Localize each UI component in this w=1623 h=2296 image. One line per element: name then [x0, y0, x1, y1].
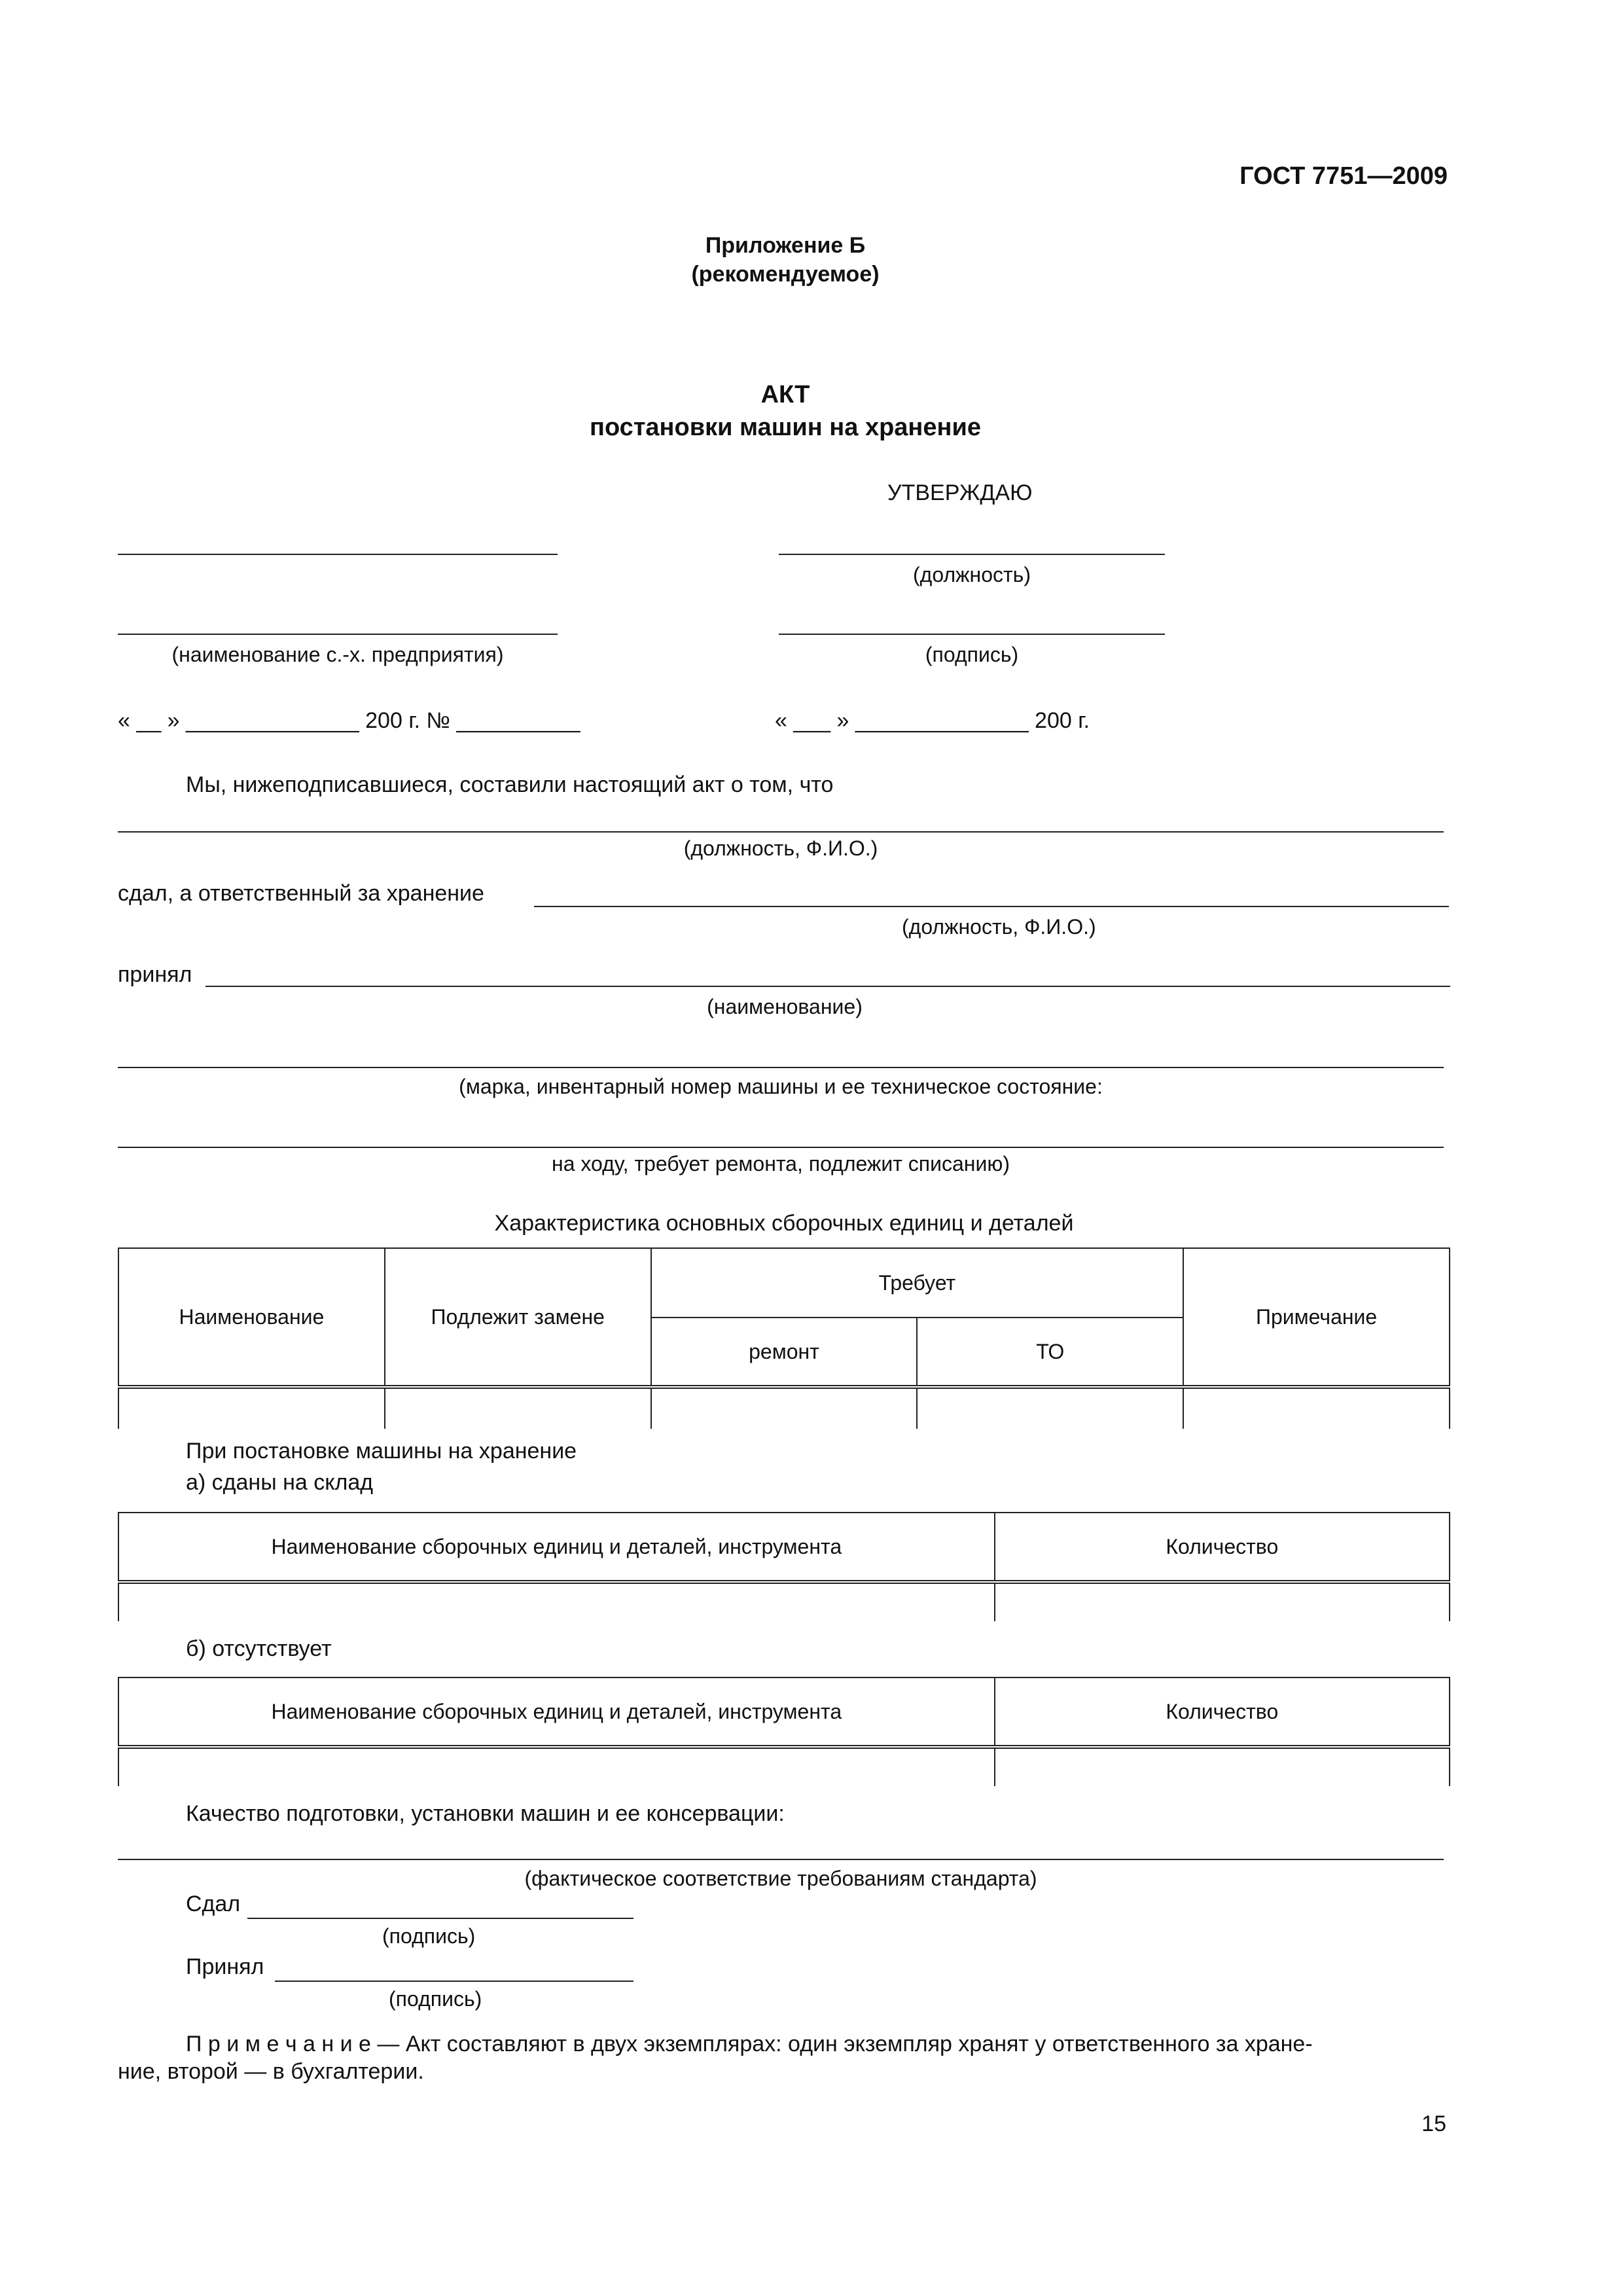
accepted-signature-label: Принял [186, 1954, 264, 1979]
col-requires-header: Требует [651, 1248, 1184, 1318]
storage-intro: При постановке машины на хранение [186, 1439, 577, 1463]
table-cell [118, 1387, 385, 1429]
accepted-signature-line [275, 1981, 633, 1982]
handed-signature-label: Сдал [186, 1892, 241, 1916]
col-name-header: Наименование сборочных единиц и деталей, инструмента [118, 1513, 995, 1582]
table1-title: Характеристика основных сборочных единиц и деталей [494, 1211, 1074, 1236]
table-cell [995, 1747, 1450, 1786]
table-cell [118, 1747, 995, 1786]
accepted-label: принял [118, 962, 192, 987]
table-cell [995, 1582, 1450, 1621]
handed-signature-line [247, 1918, 633, 1919]
enterprise-line-1 [118, 554, 558, 555]
storage-item-b: б) отсутствует [186, 1636, 332, 1661]
intro-text: Мы, нижеподписавшиеся, составили настоящий акт о том, что [186, 772, 834, 797]
col-repair-header: ремонт [651, 1318, 918, 1387]
storage-item-a: а) сданы на склад [186, 1470, 374, 1495]
brand-line [118, 1067, 1444, 1068]
warehouse-table [118, 1512, 1450, 1621]
standard-number: ГОСТ 7751—2009 [1240, 162, 1448, 190]
missing-table [118, 1677, 1450, 1786]
position-name-caption-1: (должность, Ф.И.О.) [683, 836, 878, 860]
appendix-title: Приложение Б [705, 233, 866, 258]
page-number: 15 [1421, 2111, 1446, 2136]
note-line-2: ние, второй — в бухгалтерии. [118, 2059, 424, 2084]
accepted-signature-caption: (подпись) [389, 1987, 482, 2011]
table-cell [1183, 1387, 1450, 1429]
signature-caption: (подпись) [925, 643, 1019, 666]
position-caption: (должность) [913, 563, 1031, 586]
enterprise-line-2 [118, 634, 558, 635]
col-name-header: Наименование [118, 1248, 385, 1387]
col-name-header: Наименование сборочных единиц и деталей, инструмента [118, 1677, 995, 1747]
act-subtitle: постановки машин на хранение [590, 414, 981, 441]
enterprise-caption: (наименование с.-х. предприятия) [171, 643, 504, 666]
col-replace-header: Подлежит замене [385, 1248, 651, 1387]
appendix-subtitle: (рекомендуемое) [691, 262, 880, 287]
handed-label: сдал, а ответственный за хранение [118, 881, 484, 906]
note-line-1: П р и м е ч а н и е — Акт составляют в двух экземплярах: один экземпляр хранят у ответственного за хране- [186, 2032, 1313, 2056]
state-line [118, 1147, 1444, 1148]
approval-date-line: « ___ » ______________ 200 г. [775, 708, 1090, 733]
handed-signature-caption: (подпись) [382, 1924, 476, 1948]
position-line [779, 554, 1165, 555]
brand-caption: (марка, инвентарный номер машины и ее техническое состояние: [459, 1075, 1103, 1098]
enterprise-date-line: « __ » ______________ 200 г. № __________ [118, 708, 580, 733]
name-caption: (наименование) [707, 995, 863, 1018]
position-name-caption-2: (должность, Ф.И.О.) [902, 915, 1096, 939]
col-qty-header: Количество [995, 1513, 1450, 1582]
machine-name-line [205, 986, 1450, 987]
quality-label: Качество подготовки, установки машин и ее консервации: [186, 1801, 785, 1826]
act-title: АКТ [760, 381, 810, 408]
col-note-header: Примечание [1183, 1248, 1450, 1387]
signature-line [779, 634, 1165, 635]
approval-label: УТВЕРЖДАЮ [887, 480, 1033, 505]
table-cell [651, 1387, 918, 1429]
col-to-header: ТО [917, 1318, 1183, 1387]
responsible-line [534, 906, 1449, 907]
col-qty-header: Количество [995, 1677, 1450, 1747]
components-table [118, 1247, 1450, 1429]
table-cell [385, 1387, 651, 1429]
table-cell [917, 1387, 1183, 1429]
quality-line [118, 1859, 1444, 1860]
position-name-line-1 [118, 831, 1444, 833]
quality-caption: (фактическое соответствие требованиям стандарта) [524, 1867, 1037, 1890]
table-cell [118, 1582, 995, 1621]
state-caption: на ходу, требует ремонта, подлежит списанию) [552, 1152, 1010, 1175]
